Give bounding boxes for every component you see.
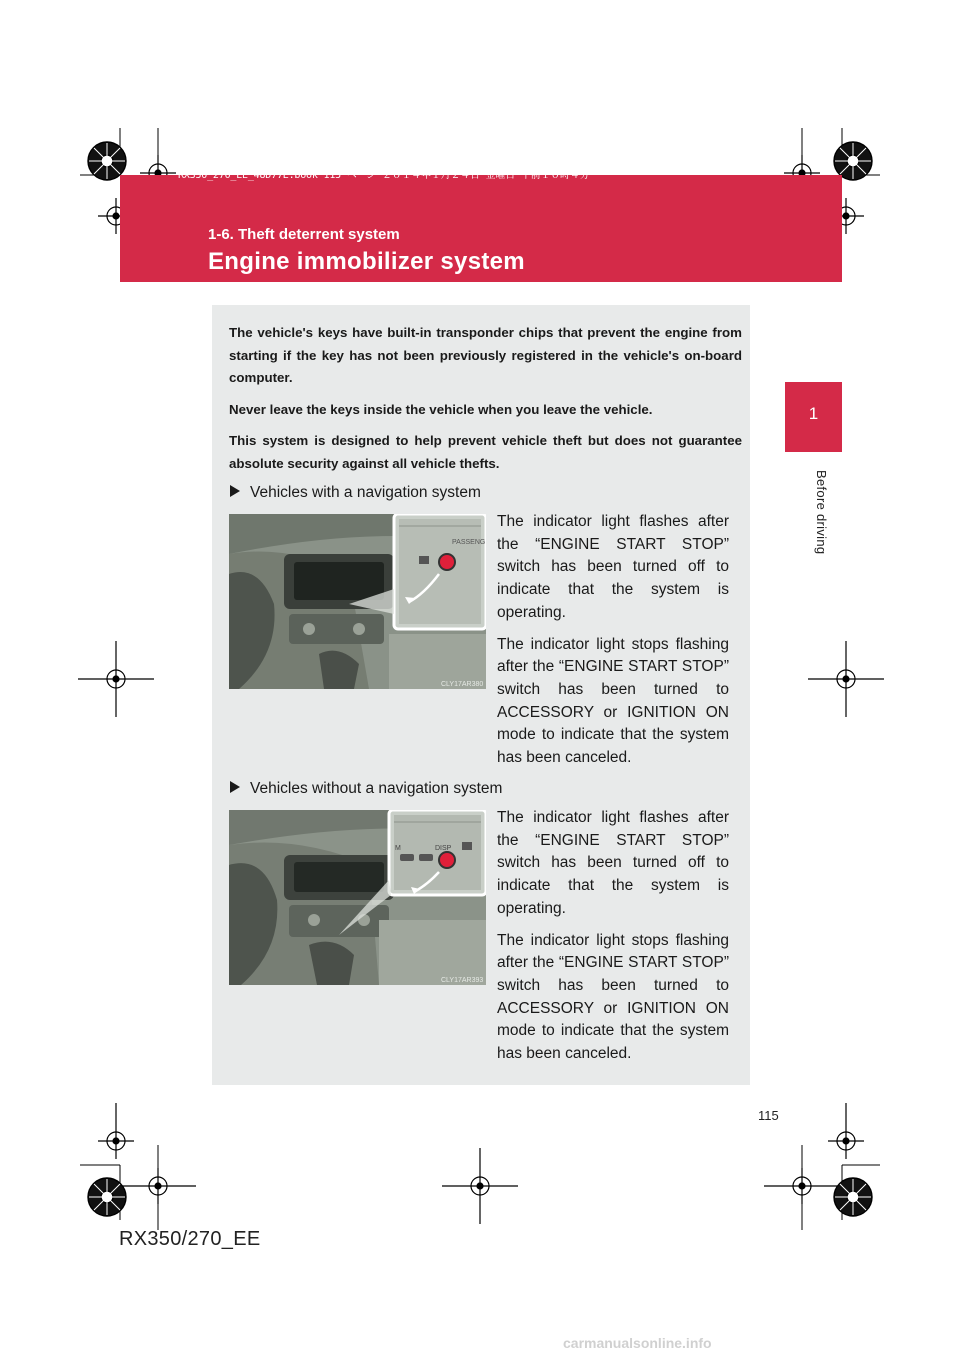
intro-paragraph: This system is designed to help prevent vehicle theft but does not guarantee absolute security against all vehicle thefts. (229, 433, 742, 471)
description-paragraph: The indicator light flashes after the “ENGINE START STOP” switch has been turned off to indicate that the system is operating. (497, 809, 729, 917)
description-paragraph: The indicator light stops flashing after the “ENGINE START STOP” switch has been turned to ACCESSORY or IGNITION ON mode to indicate that the system has been canceled. (497, 635, 729, 767)
book-meta: RX350_270_EE_48D77E.book 115 ページ ２０１４年１月２４日 金曜日 午前１０時４分 (178, 170, 590, 181)
section-heading-text: Vehicles without a navigation system (250, 780, 503, 797)
chapter-label: Before driving (814, 470, 829, 555)
model-code: RX350/270_EE (119, 1228, 261, 1250)
photo-button-label: DISP (435, 845, 452, 852)
photo-code: CLY17AR393 (441, 977, 484, 984)
section-label: 1-6. Theft deterrent system (208, 226, 400, 243)
indicator-light-icon (439, 852, 455, 868)
dashboard-photo-no-navigation (229, 810, 486, 985)
description-paragraph: The indicator light stops flashing after the “ENGINE START STOP” switch has been turned to ACCESSORY or IGNITION ON mode to indicate that the system has been canceled. (497, 931, 729, 1063)
page-number: 115 (758, 1108, 779, 1123)
bullet-triangle-icon (230, 781, 240, 793)
intro-paragraph: Never leave the keys inside the vehicle when you leave the vehicle. (229, 401, 653, 417)
bullet-triangle-icon (230, 485, 240, 497)
section-description-no-navigation (497, 807, 729, 1075)
chapter-number: 1 (808, 404, 819, 423)
section-description-navigation (497, 511, 729, 779)
intro-paragraph: The vehicle's keys have built-in transponder chips that prevent the engine from starting if the key has not been previously registered in the vehicle's on-board computer. (229, 325, 742, 385)
page-title: Engine immobilizer system (208, 248, 525, 275)
section-heading-text: Vehicles with a navigation system (250, 484, 481, 501)
section-heading-navigation (230, 484, 481, 502)
footer-watermark: carmanualsonline.info (563, 1335, 712, 1351)
photo-code: CLY17AR380 (441, 681, 484, 688)
photo-button-label: PASSENG (452, 539, 486, 546)
section-heading-no-navigation (230, 780, 502, 798)
indicator-light-icon (439, 554, 455, 570)
description-paragraph: The indicator light flashes after the “ENGINE START STOP” switch has been turned off to indicate that the system is operating. (497, 513, 729, 621)
dashboard-photo-navigation (229, 514, 486, 689)
intro-text (229, 322, 742, 484)
svg-text:M: M (395, 845, 401, 852)
